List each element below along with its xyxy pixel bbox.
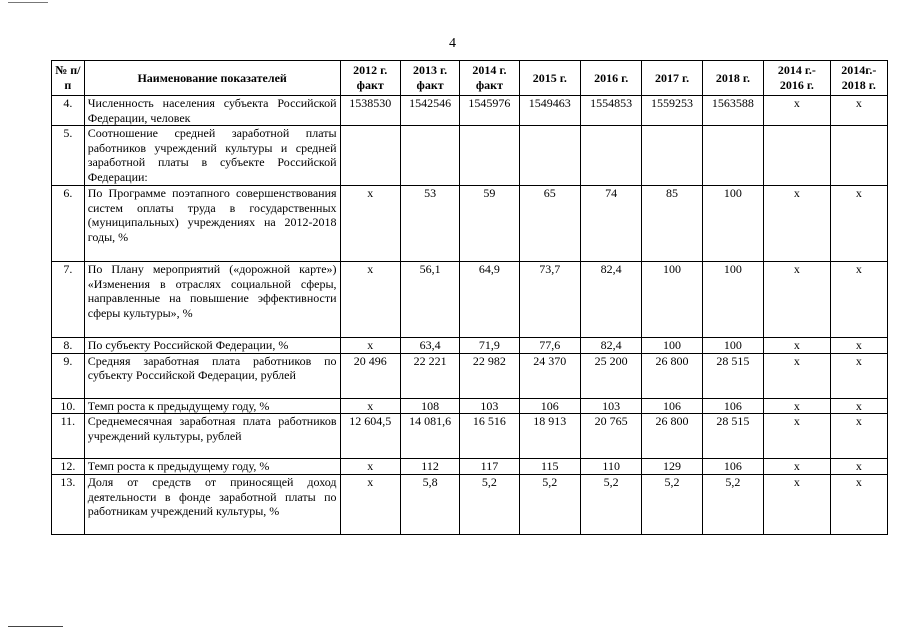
- corner-mark: [8, 2, 48, 3]
- table-row: [52, 414, 888, 459]
- header-cell: 2018 г.: [702, 61, 763, 96]
- value-cell: х: [340, 338, 400, 354]
- table-row: [52, 398, 888, 414]
- value-cell: х: [764, 459, 831, 475]
- value-cell: х: [340, 186, 400, 262]
- value-cell: 74: [580, 186, 641, 262]
- page-number: 4: [449, 36, 456, 51]
- value-cell: 110: [580, 459, 641, 475]
- header-cell: № п/п: [52, 61, 85, 96]
- value-cell: х: [830, 414, 887, 459]
- value-cell: 26 800: [642, 353, 702, 398]
- value-cell: [642, 126, 702, 186]
- value-cell: 64,9: [460, 262, 519, 338]
- row-number: 6.: [52, 186, 85, 262]
- indicator-name: По Программе поэтапного совершенствования систем оплаты труда в государственных (муниципальных) учреждениях на 2012-2018 годы, %: [84, 186, 340, 262]
- value-cell: 18 913: [519, 414, 580, 459]
- value-cell: 12 604,5: [340, 414, 400, 459]
- indicators-table: [51, 60, 888, 535]
- value-cell: х: [830, 353, 887, 398]
- value-cell: 1545976: [460, 96, 519, 126]
- value-cell: х: [764, 414, 831, 459]
- value-cell: 26 800: [642, 414, 702, 459]
- value-cell: 14 081,6: [400, 414, 459, 459]
- value-cell: х: [830, 262, 887, 338]
- value-cell: 1563588: [702, 96, 763, 126]
- value-cell: 1559253: [642, 96, 702, 126]
- value-cell: 1538530: [340, 96, 400, 126]
- value-cell: 106: [702, 459, 763, 475]
- value-cell: х: [830, 338, 887, 354]
- row-number: 12.: [52, 459, 85, 475]
- table-row: [52, 126, 888, 186]
- value-cell: [580, 126, 641, 186]
- value-cell: х: [830, 398, 887, 414]
- value-cell: х: [830, 459, 887, 475]
- header-cell: 2014 г. факт: [460, 61, 519, 96]
- value-cell: х: [340, 459, 400, 475]
- value-cell: 112: [400, 459, 459, 475]
- row-number: 5.: [52, 126, 85, 186]
- value-cell: [340, 126, 400, 186]
- table-row: [52, 186, 888, 262]
- value-cell: 1549463: [519, 96, 580, 126]
- header-cell: 2015 г.: [519, 61, 580, 96]
- value-cell: 108: [400, 398, 459, 414]
- value-cell: 77,6: [519, 338, 580, 354]
- value-cell: 59: [460, 186, 519, 262]
- table-row: [52, 459, 888, 475]
- header-cell: 2013 г. факт: [400, 61, 459, 96]
- value-cell: [830, 126, 887, 186]
- value-cell: [764, 126, 831, 186]
- value-cell: 100: [642, 338, 702, 354]
- indicator-name: По субъекту Российской Федерации, %: [84, 338, 340, 354]
- value-cell: 5,2: [460, 474, 519, 534]
- value-cell: х: [830, 96, 887, 126]
- value-cell: 85: [642, 186, 702, 262]
- value-cell: 100: [702, 262, 763, 338]
- indicator-name: Численность населения субъекта Российской Федерации, человек: [84, 96, 340, 126]
- value-cell: х: [830, 474, 887, 534]
- value-cell: 82,4: [580, 338, 641, 354]
- row-number: 8.: [52, 338, 85, 354]
- header-cell: Наименование показателей: [84, 61, 340, 96]
- value-cell: 106: [642, 398, 702, 414]
- indicator-name: Средняя заработная плата работников по субъекту Российской Федерации, рублей: [84, 353, 340, 398]
- value-cell: [519, 126, 580, 186]
- value-cell: 1554853: [580, 96, 641, 126]
- indicator-name: Темп роста к предыдущему году, %: [84, 398, 340, 414]
- value-cell: 20 765: [580, 414, 641, 459]
- value-cell: 28 515: [702, 353, 763, 398]
- indicator-name: По Плану мероприятий («дорожной карте») «Изменения в отраслях социальной сферы, направленные на повышение эффективности сферы культуры», %: [84, 262, 340, 338]
- value-cell: 82,4: [580, 262, 641, 338]
- value-cell: 5,2: [519, 474, 580, 534]
- value-cell: х: [764, 186, 831, 262]
- value-cell: 53: [400, 186, 459, 262]
- value-cell: х: [764, 96, 831, 126]
- row-number: 9.: [52, 353, 85, 398]
- value-cell: 106: [702, 398, 763, 414]
- row-number: 4.: [52, 96, 85, 126]
- row-number: 10.: [52, 398, 85, 414]
- table-row: [52, 338, 888, 354]
- value-cell: 100: [702, 186, 763, 262]
- value-cell: 20 496: [340, 353, 400, 398]
- value-cell: 1542546: [400, 96, 459, 126]
- value-cell: 25 200: [580, 353, 641, 398]
- row-number: 13.: [52, 474, 85, 534]
- value-cell: [400, 126, 459, 186]
- indicator-name: Доля от средств от приносящей доход деятельности в фонде заработной платы по работникам учреждений культуры, %: [84, 474, 340, 534]
- table-header-row: [52, 61, 888, 96]
- value-cell: 106: [519, 398, 580, 414]
- value-cell: 63,4: [400, 338, 459, 354]
- value-cell: [702, 126, 763, 186]
- header-cell: 2012 г. факт: [340, 61, 400, 96]
- header-cell: 2014г.- 2018 г.: [830, 61, 887, 96]
- value-cell: х: [340, 474, 400, 534]
- value-cell: 115: [519, 459, 580, 475]
- value-cell: 5,2: [580, 474, 641, 534]
- row-number: 11.: [52, 414, 85, 459]
- value-cell: 100: [702, 338, 763, 354]
- value-cell: [460, 126, 519, 186]
- value-cell: х: [764, 474, 831, 534]
- value-cell: 16 516: [460, 414, 519, 459]
- value-cell: 65: [519, 186, 580, 262]
- value-cell: 56,1: [400, 262, 459, 338]
- value-cell: х: [340, 262, 400, 338]
- table-row: [52, 474, 888, 534]
- header-cell: 2014 г.- 2016 г.: [764, 61, 831, 96]
- bottom-mark: [8, 626, 63, 627]
- value-cell: 117: [460, 459, 519, 475]
- value-cell: 129: [642, 459, 702, 475]
- value-cell: 28 515: [702, 414, 763, 459]
- value-cell: 24 370: [519, 353, 580, 398]
- indicator-name: Темп роста к предыдущему году, %: [84, 459, 340, 475]
- table-row: [52, 353, 888, 398]
- value-cell: 71,9: [460, 338, 519, 354]
- value-cell: х: [764, 353, 831, 398]
- header-cell: 2016 г.: [580, 61, 641, 96]
- value-cell: х: [340, 398, 400, 414]
- table-row: [52, 96, 888, 126]
- value-cell: 73,7: [519, 262, 580, 338]
- value-cell: 103: [580, 398, 641, 414]
- row-number: 7.: [52, 262, 85, 338]
- value-cell: х: [764, 398, 831, 414]
- value-cell: х: [830, 186, 887, 262]
- value-cell: 22 982: [460, 353, 519, 398]
- value-cell: х: [764, 262, 831, 338]
- header-cell: 2017 г.: [642, 61, 702, 96]
- value-cell: 5,2: [642, 474, 702, 534]
- indicator-name: Соотношение средней заработной платы работников учреждений культуры и средней заработной платы в субъекте Российской Федерации:: [84, 126, 340, 186]
- table-row: [52, 262, 888, 338]
- value-cell: х: [764, 338, 831, 354]
- indicator-name: Среднемесячная заработная плата работников учреждений культуры, рублей: [84, 414, 340, 459]
- value-cell: 100: [642, 262, 702, 338]
- value-cell: 22 221: [400, 353, 459, 398]
- value-cell: 5,2: [702, 474, 763, 534]
- value-cell: 103: [460, 398, 519, 414]
- value-cell: 5,8: [400, 474, 459, 534]
